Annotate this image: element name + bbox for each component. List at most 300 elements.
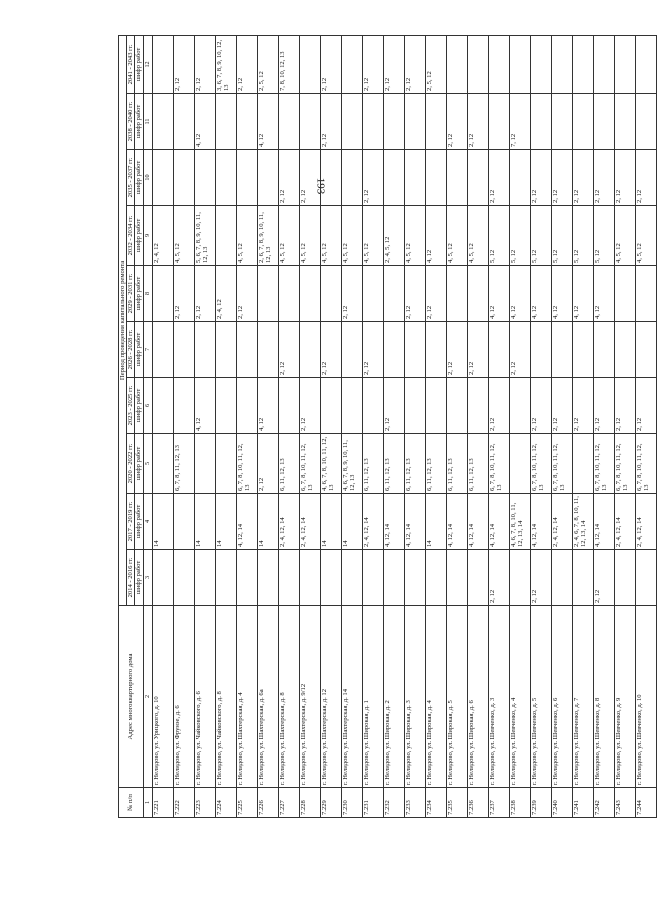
row-number: 7.242	[593, 788, 614, 818]
work-codes-cell: 2, 12	[572, 150, 593, 206]
work-codes-cell: 4, 6, 7, 8, 10, 11, 12, 13	[320, 434, 341, 494]
work-codes-cell	[404, 150, 425, 206]
header-period: 2014 - 2016 гг.	[127, 550, 135, 606]
work-codes-cell	[467, 150, 488, 206]
table-row	[614, 35, 635, 817]
work-codes-cell: 2, 12	[362, 150, 383, 206]
work-codes-cell	[404, 378, 425, 434]
header-period: 2032 - 2034 гг.	[127, 206, 135, 266]
work-codes-cell: 4, 5, 12	[614, 206, 635, 266]
work-codes-cell	[299, 550, 320, 606]
work-codes-cell: 6, 7, 8, 11, 12, 13	[173, 434, 194, 494]
work-codes-cell: 4, 12	[425, 206, 446, 266]
work-codes-cell: 4, 12	[530, 266, 551, 322]
work-codes-cell	[425, 150, 446, 206]
work-codes-cell: 2, 5, 12	[425, 35, 446, 93]
work-codes-cell	[194, 550, 215, 606]
header-work-code: шифр работ	[135, 494, 143, 550]
work-codes-cell: 2, 12	[467, 94, 488, 150]
work-codes-cell	[593, 35, 614, 93]
work-codes-cell	[257, 150, 278, 206]
work-codes-cell	[530, 322, 551, 378]
work-codes-cell	[173, 150, 194, 206]
work-codes-cell	[635, 35, 656, 93]
column-number: 3	[143, 550, 152, 606]
work-codes-cell	[152, 94, 173, 150]
work-codes-cell: 4, 12	[509, 266, 530, 322]
work-codes-cell	[236, 150, 257, 206]
work-codes-cell	[299, 94, 320, 150]
work-codes-cell	[320, 266, 341, 322]
table-row	[236, 35, 257, 817]
header-period: 2041 - 2043 гг.	[127, 35, 135, 93]
row-address: г. Нелидово, ул. Широкая, д. 5	[446, 606, 467, 788]
row-number: 7.230	[341, 788, 362, 818]
work-codes-cell: 2, 12	[194, 35, 215, 93]
work-codes-cell: 4, 12, 14	[488, 494, 509, 550]
row-number: 7.240	[551, 788, 572, 818]
work-codes-cell: 6, 11, 12, 13	[467, 434, 488, 494]
work-codes-cell	[152, 150, 173, 206]
row-number: 7.244	[635, 788, 656, 818]
column-number: 7	[143, 322, 152, 378]
table-row	[488, 35, 509, 817]
work-codes-cell: 5, 12	[551, 206, 572, 266]
work-codes-cell: 6, 7, 8, 10, 11, 12, 13	[614, 434, 635, 494]
work-codes-cell	[299, 35, 320, 93]
work-codes-cell	[362, 266, 383, 322]
work-codes-cell: 5, 12	[572, 206, 593, 266]
header-period: 2026 - 2028 гг.	[127, 322, 135, 378]
work-codes-cell	[236, 322, 257, 378]
table-row	[320, 35, 341, 817]
column-number: 10	[143, 150, 152, 206]
work-codes-cell: 2, 12	[362, 35, 383, 93]
row-number: 7.236	[467, 788, 488, 818]
table-row	[299, 35, 320, 817]
work-codes-cell: 2, 12	[173, 266, 194, 322]
row-address: г. Нелидово, ул. Шевченко, д. 8	[593, 606, 614, 788]
work-codes-cell: 5, 12	[488, 206, 509, 266]
work-codes-cell	[425, 378, 446, 434]
table-row	[635, 35, 656, 817]
work-codes-cell	[152, 35, 173, 93]
work-codes-cell	[152, 378, 173, 434]
work-codes-cell: 4, 12, 14	[467, 494, 488, 550]
table-row	[593, 35, 614, 817]
work-codes-cell: 4, 5, 12	[299, 206, 320, 266]
header-work-code: шифр работ	[135, 35, 143, 93]
work-codes-cell: 4, 6, 7, 8, 9, 10, 11, 12, 13	[341, 434, 362, 494]
row-number: 7.235	[446, 788, 467, 818]
work-codes-cell	[383, 94, 404, 150]
work-codes-cell	[425, 550, 446, 606]
header-period: 2035 - 2037 гг.	[127, 150, 135, 206]
work-codes-cell	[572, 434, 593, 494]
work-codes-cell	[614, 322, 635, 378]
header-no: № п/п	[119, 788, 144, 818]
row-number: 7.225	[236, 788, 257, 818]
work-codes-cell: 14	[425, 494, 446, 550]
work-codes-cell: 4, 5, 12	[173, 206, 194, 266]
work-codes-cell	[404, 94, 425, 150]
work-codes-cell: 4, 12	[257, 94, 278, 150]
work-codes-cell	[383, 322, 404, 378]
header-work-code: шифр работ	[135, 266, 143, 322]
row-number: 7.222	[173, 788, 194, 818]
work-codes-cell: 4, 12	[194, 94, 215, 150]
work-codes-cell	[446, 150, 467, 206]
work-codes-cell: 2, 12	[299, 150, 320, 206]
work-codes-cell	[509, 150, 530, 206]
work-codes-cell	[320, 150, 341, 206]
work-codes-cell	[236, 378, 257, 434]
work-codes-cell: 4, 12	[194, 378, 215, 434]
work-codes-cell: 4, 5, 12	[341, 206, 362, 266]
header-work-code: шифр работ	[135, 94, 143, 150]
work-codes-cell: 2, 4, 12, 14	[299, 494, 320, 550]
work-codes-cell	[362, 378, 383, 434]
work-codes-cell	[299, 322, 320, 378]
row-address: г. Нелидово, ул. Широкая, д. 3	[404, 606, 425, 788]
work-codes-cell: 2, 12	[488, 378, 509, 434]
work-codes-cell	[152, 266, 173, 322]
work-codes-cell	[467, 378, 488, 434]
work-codes-cell	[551, 550, 572, 606]
work-codes-cell: 2, 12	[320, 94, 341, 150]
header-period: 2029 - 2031 гг.	[127, 266, 135, 322]
work-codes-cell	[593, 94, 614, 150]
header-work-code: шифр работ	[135, 434, 143, 494]
work-codes-cell: 5, 12	[530, 206, 551, 266]
work-codes-cell	[320, 378, 341, 434]
work-codes-cell: 2, 12	[341, 266, 362, 322]
work-codes-cell	[551, 35, 572, 93]
work-codes-cell: 14	[320, 494, 341, 550]
row-number: 7.224	[215, 788, 236, 818]
work-codes-cell	[488, 322, 509, 378]
work-codes-cell: 2, 12	[404, 266, 425, 322]
row-address: г. Нелидово, ул. Урицкого, д. 10	[152, 606, 173, 788]
work-codes-cell	[194, 150, 215, 206]
work-codes-cell	[614, 94, 635, 150]
work-codes-cell: 4, 12	[572, 266, 593, 322]
work-codes-cell	[341, 150, 362, 206]
work-codes-cell	[425, 94, 446, 150]
work-codes-cell	[152, 434, 173, 494]
column-number: 11	[143, 94, 152, 150]
work-codes-cell: 2, 12	[446, 94, 467, 150]
work-codes-cell	[488, 35, 509, 93]
work-codes-cell: 2, 12	[362, 322, 383, 378]
work-codes-cell: 4, 12	[593, 266, 614, 322]
work-codes-cell	[341, 322, 362, 378]
work-codes-cell: 4, 5, 12	[278, 206, 299, 266]
table-row	[173, 35, 194, 817]
work-codes-cell: 4, 12, 14	[446, 494, 467, 550]
header-work-code: шифр работ	[135, 322, 143, 378]
work-codes-cell	[215, 550, 236, 606]
work-codes-cell	[173, 550, 194, 606]
work-codes-cell: 4, 12	[257, 378, 278, 434]
row-number: 7.234	[425, 788, 446, 818]
work-codes-cell: 4, 5, 12	[467, 206, 488, 266]
work-codes-cell	[551, 322, 572, 378]
header-period: 2020 - 2022 гг.	[127, 434, 135, 494]
work-codes-cell: 4, 12, 14	[383, 494, 404, 550]
work-codes-cell: 2, 12	[635, 150, 656, 206]
work-codes-cell	[173, 94, 194, 150]
header-address: Адрес многоквартирного дома	[119, 606, 144, 788]
work-codes-cell: 4, 12, 14	[404, 494, 425, 550]
header-periods-title: Период проведения капитального ремонта	[119, 35, 127, 605]
row-number: 7.229	[320, 788, 341, 818]
row-address: г. Нелидово, ул. Широкая, д. 2	[383, 606, 404, 788]
work-codes-cell: 2, 12	[530, 378, 551, 434]
row-address: г. Нелидово, ул. Шевченко, д. 4	[509, 606, 530, 788]
work-codes-cell	[215, 378, 236, 434]
row-address: г. Нелидово, ул. Шахтерская, д. 12	[320, 606, 341, 788]
row-address: г. Нелидово, ул. Широкая, д. 1	[362, 606, 383, 788]
capital-repair-schedule-table	[118, 35, 657, 818]
row-address: г. Нелидово, ул. Фрунзе, д. 6	[173, 606, 194, 788]
work-codes-cell	[467, 35, 488, 93]
column-number: 4	[143, 494, 152, 550]
work-codes-cell	[572, 94, 593, 150]
row-address: г. Нелидово, ул. Широкая, д. 4	[425, 606, 446, 788]
work-codes-cell	[530, 94, 551, 150]
work-codes-cell: 6, 11, 12, 13	[446, 434, 467, 494]
table-row	[446, 35, 467, 817]
work-codes-cell	[215, 322, 236, 378]
work-codes-cell: 6, 7, 8, 10, 11, 12, 13	[530, 434, 551, 494]
row-number: 7.233	[404, 788, 425, 818]
work-codes-cell: 2, 12	[299, 378, 320, 434]
row-number: 7.227	[278, 788, 299, 818]
row-address: г. Нелидово, ул. Чайковского, д. 8	[215, 606, 236, 788]
row-address: г. Нелидово, ул. Широкая, д. 6	[467, 606, 488, 788]
work-codes-cell	[236, 94, 257, 150]
row-number: 7.228	[299, 788, 320, 818]
table-row	[257, 35, 278, 817]
work-codes-cell	[614, 35, 635, 93]
work-codes-cell	[446, 378, 467, 434]
row-address: г. Нелидово, ул. Шахтерская, д. 9/12	[299, 606, 320, 788]
row-number: 7.241	[572, 788, 593, 818]
work-codes-cell: 6, 7, 8, 10, 11, 12, 13	[635, 434, 656, 494]
work-codes-cell	[341, 378, 362, 434]
work-codes-cell	[509, 434, 530, 494]
work-codes-cell: 4, 12, 14	[530, 494, 551, 550]
row-number: 7.226	[257, 788, 278, 818]
table-row	[362, 35, 383, 817]
work-codes-cell	[614, 266, 635, 322]
work-codes-cell: 2, 5, 12	[257, 35, 278, 93]
work-codes-cell: 2, 12	[488, 550, 509, 606]
work-codes-cell: 2, 12	[530, 550, 551, 606]
work-codes-cell: 2, 12	[236, 35, 257, 93]
schedule-table-container	[118, 36, 650, 818]
work-codes-cell: 2, 12	[236, 266, 257, 322]
work-codes-cell	[509, 550, 530, 606]
work-codes-cell: 2, 12	[509, 322, 530, 378]
row-address: г. Нелидово, ул. Шахтерская, д. 6а	[257, 606, 278, 788]
header-period: 2038 - 2040 гг.	[127, 94, 135, 150]
work-codes-cell: 14	[341, 494, 362, 550]
work-codes-cell: 2, 4, 12, 14	[635, 494, 656, 550]
work-codes-cell	[635, 322, 656, 378]
work-codes-cell: 4, 5, 12	[635, 206, 656, 266]
work-codes-cell	[152, 322, 173, 378]
work-codes-cell: 6, 11, 12, 13	[383, 434, 404, 494]
work-codes-cell	[362, 94, 383, 150]
row-address: г. Нелидово, ул. Чайковского, д. 6	[194, 606, 215, 788]
work-codes-cell: 2, 12	[614, 150, 635, 206]
work-codes-cell: 7, 8, 10, 12, 13	[278, 35, 299, 93]
work-codes-cell: 2, 4, 5, 12	[383, 206, 404, 266]
work-codes-cell: 2, 12	[551, 150, 572, 206]
work-codes-cell: 6, 11, 12, 13	[278, 434, 299, 494]
work-codes-cell: 2, 12	[446, 322, 467, 378]
work-codes-cell: 14	[152, 494, 173, 550]
header-period: 2023 - 2025 гг.	[127, 378, 135, 434]
work-codes-cell: 2, 12	[383, 378, 404, 434]
work-codes-cell	[215, 150, 236, 206]
work-codes-cell	[299, 266, 320, 322]
work-codes-cell: 6, 11, 12, 13	[425, 434, 446, 494]
page-number: 193	[314, 177, 326, 195]
column-number: 8	[143, 266, 152, 322]
row-number: 7.232	[383, 788, 404, 818]
work-codes-cell: 5, 12	[593, 206, 614, 266]
column-number: 5	[143, 434, 152, 494]
work-codes-cell: 2, 4, 12	[152, 206, 173, 266]
work-codes-cell: 3, 6, 7, 8, 9, 10, 12, 13	[215, 35, 236, 93]
table-row	[467, 35, 488, 817]
work-codes-cell: 2, 4, 6, 7, 8, 10, 11, 12, 13, 14	[572, 494, 593, 550]
work-codes-cell: 2, 12	[593, 150, 614, 206]
work-codes-cell	[194, 322, 215, 378]
table-row	[404, 35, 425, 817]
work-codes-cell	[362, 550, 383, 606]
row-address: г. Нелидово, ул. Шахтерская, д. 14	[341, 606, 362, 788]
work-codes-cell	[572, 322, 593, 378]
table-row	[215, 35, 236, 817]
column-number: 9	[143, 206, 152, 266]
row-number: 7.221	[152, 788, 173, 818]
work-codes-cell: 2, 12	[173, 35, 194, 93]
work-codes-cell: 2, 12	[425, 266, 446, 322]
work-codes-cell	[236, 550, 257, 606]
work-codes-cell: 5, 12	[509, 206, 530, 266]
row-address: г. Нелидово, ул. Шевченко, д. 7	[572, 606, 593, 788]
table-row	[530, 35, 551, 817]
work-codes-cell: 6, 7, 8, 10, 11, 12, 13	[593, 434, 614, 494]
work-codes-cell	[383, 150, 404, 206]
table-row	[425, 35, 446, 817]
work-codes-cell: 2, 12	[194, 266, 215, 322]
work-codes-cell	[278, 378, 299, 434]
work-codes-cell	[257, 322, 278, 378]
work-codes-cell: 14	[215, 494, 236, 550]
work-codes-cell: 4, 5, 12	[362, 206, 383, 266]
work-codes-cell	[152, 550, 173, 606]
work-codes-cell	[446, 266, 467, 322]
work-codes-cell: 2, 4, 12, 14	[614, 494, 635, 550]
work-codes-cell	[278, 94, 299, 150]
row-address: г. Нелидово, ул. Шевченко, д. 3	[488, 606, 509, 788]
work-codes-cell	[509, 378, 530, 434]
work-codes-cell: 2, 12	[383, 35, 404, 93]
work-codes-cell: 4, 5, 12	[404, 206, 425, 266]
work-codes-cell: 2, 12	[320, 35, 341, 93]
work-codes-cell	[425, 322, 446, 378]
work-codes-cell: 2, 12	[257, 434, 278, 494]
table-row	[278, 35, 299, 817]
work-codes-cell	[467, 550, 488, 606]
work-codes-cell	[593, 322, 614, 378]
table-row	[383, 35, 404, 817]
row-number: 7.231	[362, 788, 383, 818]
work-codes-cell: 4, 5, 12	[446, 206, 467, 266]
work-codes-cell	[278, 266, 299, 322]
work-codes-cell: 6, 7, 8, 10, 11, 12, 13	[236, 434, 257, 494]
work-codes-cell: 2, 4, 12, 14	[551, 494, 572, 550]
row-address: г. Нелидово, ул. Шевченко, д. 10	[635, 606, 656, 788]
work-codes-cell	[467, 266, 488, 322]
table-row	[152, 35, 173, 817]
row-number: 7.239	[530, 788, 551, 818]
work-codes-cell	[530, 35, 551, 93]
work-codes-cell	[383, 266, 404, 322]
row-number: 7.238	[509, 788, 530, 818]
work-codes-cell: 2, 12	[635, 378, 656, 434]
work-codes-cell: 2, 12	[404, 35, 425, 93]
row-address: г. Нелидово, ул. Шахтерская, д. 8	[278, 606, 299, 788]
row-number: 7.237	[488, 788, 509, 818]
work-codes-cell	[320, 550, 341, 606]
work-codes-cell	[278, 550, 299, 606]
work-codes-cell	[635, 266, 656, 322]
work-codes-cell: 2, 12	[551, 378, 572, 434]
work-codes-cell	[614, 550, 635, 606]
column-number: 1	[143, 788, 152, 818]
work-codes-cell: 7, 12	[509, 94, 530, 150]
column-number: 2	[143, 606, 152, 788]
work-codes-cell: 2, 12	[614, 378, 635, 434]
work-codes-cell: 4, 12, 14	[236, 494, 257, 550]
work-codes-cell	[446, 35, 467, 93]
work-codes-cell: 6, 11, 12, 13	[362, 434, 383, 494]
work-codes-cell	[341, 35, 362, 93]
work-codes-cell	[572, 550, 593, 606]
work-codes-cell	[257, 550, 278, 606]
work-codes-cell: 2, 6, 7, 8, 9, 10, 11, 12, 13	[257, 206, 278, 266]
work-codes-cell: 5, 6, 7, 8, 9, 10, 11, 12, 13	[194, 206, 215, 266]
work-codes-cell	[446, 550, 467, 606]
work-codes-cell: 2, 12	[278, 322, 299, 378]
work-codes-cell	[551, 94, 572, 150]
work-codes-cell	[383, 550, 404, 606]
work-codes-cell: 2, 4, 12, 14	[278, 494, 299, 550]
table-row	[551, 35, 572, 817]
work-codes-cell: 14	[257, 494, 278, 550]
work-codes-cell: 2, 12	[593, 550, 614, 606]
row-address: г. Нелидово, ул. Шевченко, д. 5	[530, 606, 551, 788]
work-codes-cell	[404, 550, 425, 606]
header-work-code: шифр работ	[135, 206, 143, 266]
work-codes-cell: 2, 12	[278, 150, 299, 206]
